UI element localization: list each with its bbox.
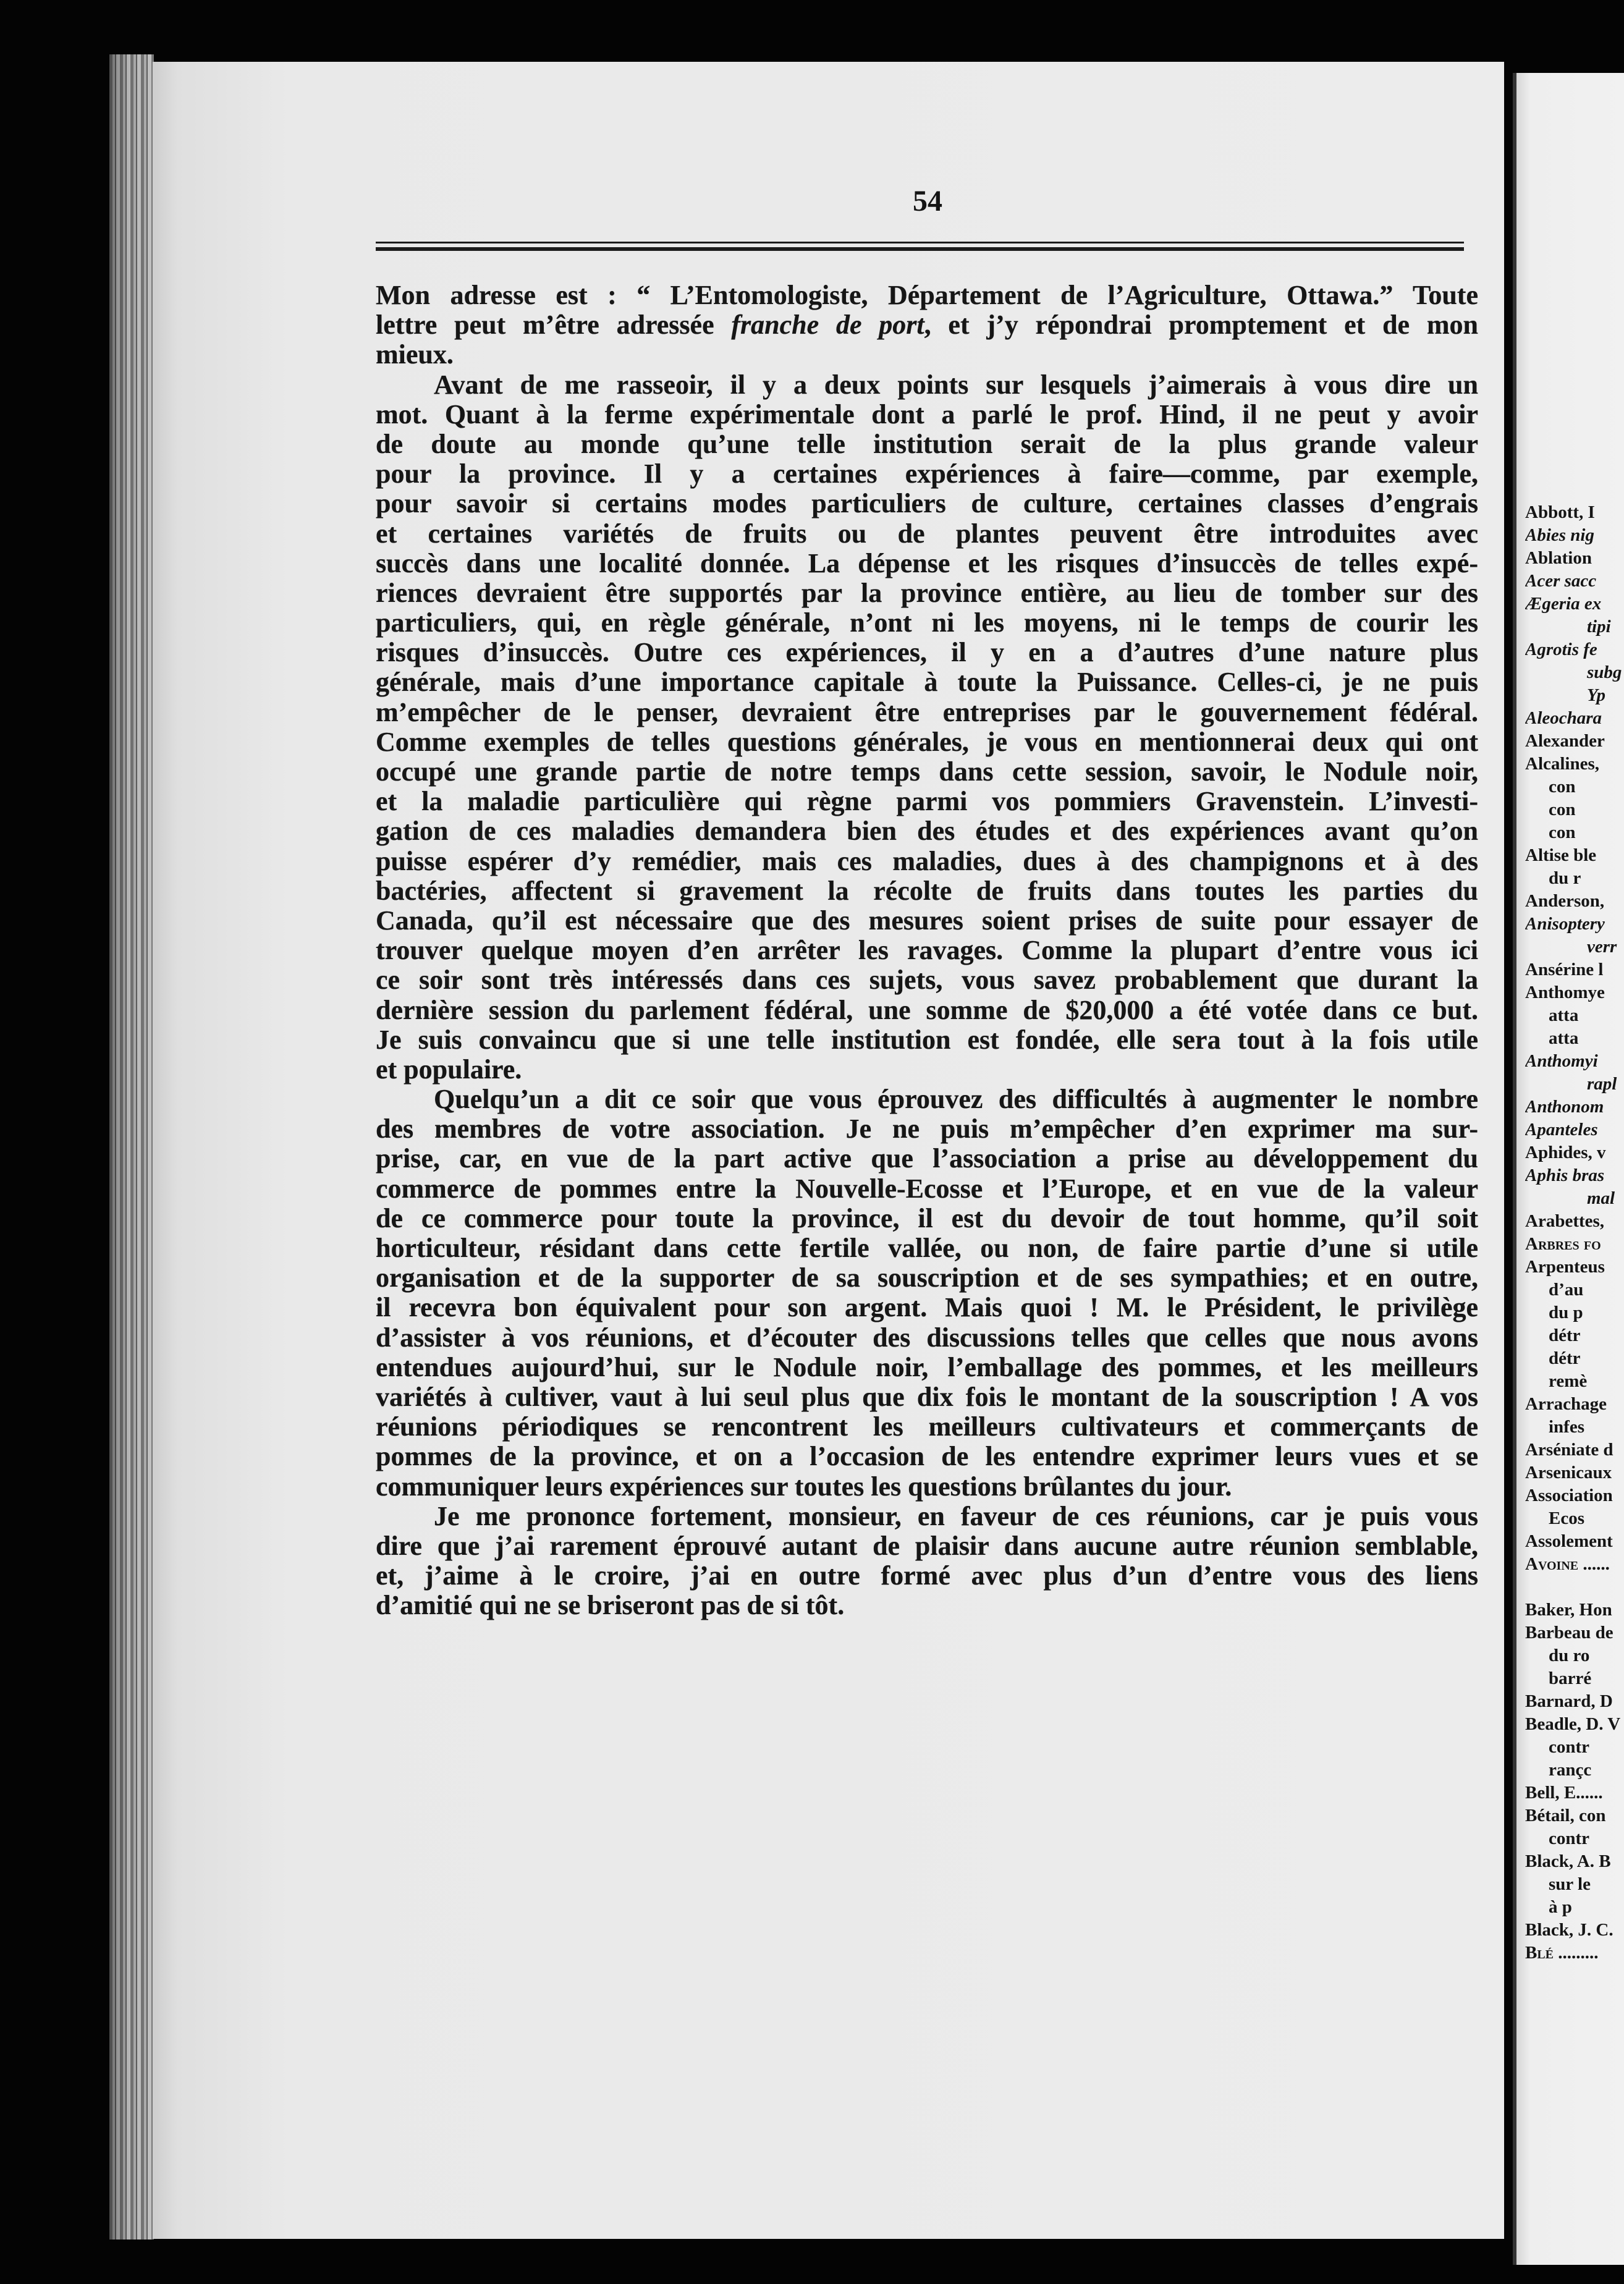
index-subentry: atta bbox=[1549, 1028, 1579, 1048]
index-subentry: d’au bbox=[1549, 1280, 1584, 1300]
index-entry: Ablation bbox=[1525, 548, 1592, 568]
index-entry: Agrotis fe bbox=[1525, 640, 1597, 659]
index-entry: Aleochara bbox=[1525, 708, 1602, 728]
index-entry: Arrachage bbox=[1525, 1394, 1607, 1414]
index-entry: Abies nig bbox=[1525, 525, 1594, 545]
index-subentry: rançc bbox=[1549, 1760, 1592, 1780]
index-subentry: tipi bbox=[1587, 617, 1611, 637]
text-line: des membres de votre association. Je ne puis m’empêcher d’en exprimer ma sur- bbox=[376, 1114, 1478, 1144]
index-subentry: sur le bbox=[1549, 1874, 1591, 1894]
index-subentry: du p bbox=[1549, 1303, 1583, 1322]
text-line: Je me prononce fortement, monsieur, en faveur de ces réunions, car je puis vous bbox=[434, 1501, 1478, 1531]
index-section bbox=[1525, 501, 1624, 1576]
text-line: pour savoir si certains modes particuliers de culture, certaines classes d’engrais bbox=[376, 489, 1478, 519]
text-line: et certaines variétés de fruits ou de plantes peuvent être introduites avec bbox=[376, 518, 1478, 549]
index-subentry: Yp bbox=[1587, 685, 1606, 705]
index-entry: Arabettes, bbox=[1525, 1211, 1605, 1231]
body-text bbox=[376, 281, 1478, 1620]
text-line: riences devraient être supportés par la province entière, au lieu de tomber sur des bbox=[376, 578, 1478, 608]
index-entry: Arséniate d bbox=[1525, 1440, 1613, 1460]
index-entry: Ansérine l bbox=[1525, 960, 1604, 979]
index-subentry: con bbox=[1549, 777, 1576, 797]
index-subentry: infes bbox=[1549, 1417, 1584, 1437]
index-subentry: remè bbox=[1549, 1371, 1588, 1391]
index-subentry: détr bbox=[1549, 1348, 1581, 1368]
index-subentry: con bbox=[1549, 823, 1576, 842]
text-line: horticulteur, résidant dans cette fertile vallée, ou non, de faire partie d’une si utile bbox=[376, 1233, 1478, 1263]
index-entry: Alexander bbox=[1525, 731, 1605, 751]
index-entry: Anthomyi bbox=[1525, 1051, 1598, 1071]
index-subentry: du r bbox=[1549, 868, 1581, 888]
index-subentry: contr bbox=[1549, 1829, 1590, 1848]
page-number: 54 bbox=[913, 185, 942, 218]
text-line: puisse espérer d’y remédier, mais ces maladies, dues à des champignons et à des bbox=[376, 846, 1478, 876]
index-entry: Alcalines, bbox=[1525, 754, 1600, 774]
index-subentry: atta bbox=[1549, 1005, 1579, 1025]
text-line: particuliers, qui, en règle générale, n’ont ni les moyens, ni le temps de courir les bbox=[376, 608, 1478, 638]
index-entry: Barbeau de bbox=[1525, 1623, 1613, 1643]
index-subentry: mal bbox=[1587, 1188, 1615, 1208]
page-edges bbox=[109, 54, 154, 2240]
facing-page bbox=[1513, 73, 1624, 2265]
paragraph bbox=[376, 1502, 1478, 1621]
text-segment: lettre peut m’être adressée bbox=[376, 310, 732, 340]
index-entry: Altise ble bbox=[1525, 845, 1597, 865]
text-line: Mon adresse est : “ L’Entomologiste, Département de l’Agriculture, Ottawa.” Toute bbox=[376, 281, 1478, 310]
index-subentry: détr bbox=[1549, 1326, 1581, 1345]
text-line: dire que j’ai rarement éprouvé autant de plaisir dans aucune autre réunion semblable, bbox=[376, 1531, 1478, 1561]
text-line: bactéries, affectent si gravement la récolte de fruits dans toutes les parties du bbox=[376, 876, 1478, 906]
index-entry: Baker, Hon bbox=[1525, 1600, 1612, 1620]
index-subentry: subg bbox=[1587, 662, 1622, 682]
text-line: entendues aujourd’hui, sur le Nodule noir, l’emballage des pommes, et les meilleurs bbox=[376, 1352, 1478, 1382]
text-line: commerce de pommes entre la Nouvelle-Ecosse et l’Europe, et en vue de la valeur bbox=[376, 1174, 1478, 1204]
index-entry: Aphis bras bbox=[1525, 1165, 1605, 1185]
index-entry: Arsenicaux bbox=[1525, 1463, 1612, 1482]
index-subentry: verr bbox=[1587, 937, 1617, 957]
index-entry: Arbres fo bbox=[1525, 1234, 1601, 1254]
text-line: mieux. bbox=[376, 340, 454, 370]
index-entry: Black, J. C. bbox=[1525, 1920, 1613, 1940]
index-entry: Black, A. B bbox=[1525, 1851, 1611, 1871]
paragraph bbox=[376, 1085, 1478, 1502]
index-section bbox=[1525, 1599, 1624, 1965]
index-entry: Barnard, D bbox=[1525, 1691, 1613, 1711]
text-line: mot. Quant à la ferme expérimentale dont a parlé le prof. Hind, il ne peut y avoir bbox=[376, 399, 1478, 429]
header-rule-thick bbox=[376, 247, 1464, 251]
index-entry: Anderson, bbox=[1525, 891, 1605, 911]
text-line: réunions périodiques se rencontrent les meilleurs cultivateurs et commerçants de bbox=[376, 1412, 1478, 1442]
index-entry: Bell, E...... bbox=[1525, 1783, 1603, 1803]
header-rule-thin bbox=[376, 242, 1464, 243]
index-entry: Anthonom bbox=[1525, 1097, 1604, 1117]
index-entry: Assolement bbox=[1525, 1531, 1613, 1551]
index-entry: Beadle, D. V bbox=[1525, 1714, 1621, 1734]
paragraph bbox=[376, 281, 1478, 370]
text-line: ce soir sont très intéressés dans ces sujets, vous savez probablement que durant la bbox=[376, 965, 1478, 996]
text-line: prise, car, en vue de la part active que l’association a prise au développement du bbox=[376, 1144, 1478, 1174]
text-line: m’empêcher de le penser, devraient être entreprises par le gouvernement fédéral. bbox=[376, 697, 1478, 727]
text-line: pour la province. Il y a certaines expériences à faire—comme, par exemple, bbox=[376, 459, 1478, 489]
index-entry: Avoine ...... bbox=[1525, 1554, 1610, 1574]
text-line: Quelqu’un a dit ce soir que vous éprouvez des difficultés à augmenter le nombre bbox=[434, 1085, 1478, 1115]
index-entry: Bétail, con bbox=[1525, 1806, 1606, 1825]
text-line: gation de ces maladies demandera bien des études et des expériences avant qu’on bbox=[376, 816, 1478, 847]
index-subentry: con bbox=[1549, 800, 1576, 819]
text-line: Avant de me rasseoir, il y a deux points sur lesquels j’aimerais à vous dire un bbox=[434, 370, 1478, 400]
index-subentry: contr bbox=[1549, 1737, 1590, 1757]
text-line: risques d’insuccès. Outre ces expériences, il y en a d’autres d’une nature plus bbox=[376, 638, 1478, 668]
text-line: occupé une grande partie de notre temps dans cette session, savoir, le Nodule noir, bbox=[376, 757, 1478, 787]
text-line: trouver quelque moyen d’en arrêter les ravages. Comme la plupart d’entre vous ici bbox=[376, 936, 1478, 966]
text-line: il recevra bon équivalent pour son argent. Mais quoi ! M. le Président, le privilège bbox=[376, 1293, 1478, 1323]
index-subentry: du ro bbox=[1549, 1646, 1590, 1665]
paragraph bbox=[376, 370, 1478, 1085]
index-entry: Association bbox=[1525, 1486, 1613, 1505]
text-segment: , et j’y répondrai promptement et de mon bbox=[924, 310, 1478, 340]
text-line: et, j’aime à le croire, j’ai en outre formé avec plus d’un d’entre vous des liens bbox=[376, 1561, 1478, 1591]
index-subentry: Ecos bbox=[1549, 1508, 1584, 1528]
text-line: communiquer leurs expériences sur toutes les questions brûlantes du jour. bbox=[376, 1471, 1232, 1502]
index-entry: Blé ......... bbox=[1525, 1943, 1599, 1963]
text-line: Je suis convaincu que si une telle institution est fondée, elle sera tout à la fois utile bbox=[376, 1025, 1478, 1055]
text-line: générale, mais d’une importance capitale à toute la Puissance. Celles-ci, je ne puis bbox=[376, 667, 1478, 698]
text-line: pommes de la province, et on a l’occasion de les entendre exprimer leurs vues et se bbox=[376, 1442, 1478, 1472]
text-line: Comme exemples de telles questions générales, je vous en mentionnerai deux qui ont bbox=[376, 727, 1478, 757]
text-line: organisation et de la supporter de sa souscription et de ses sympathies; et en outre, bbox=[376, 1263, 1478, 1293]
text-line: de ce commerce pour toute la province, il est du devoir de tout homme, qu’il soit bbox=[376, 1203, 1478, 1233]
text-line: Canada, qu’il est nécessaire que des mesures soient prises de suite pour essayer de bbox=[376, 905, 1478, 936]
index-subentry: à p bbox=[1549, 1897, 1572, 1917]
index-entry: Ægeria ex bbox=[1525, 594, 1602, 614]
index-entry: Anthomye bbox=[1525, 983, 1605, 1002]
text-line: variétés à cultiver, vaut à lui seul plus que dix fois le montant de la souscription ! A vos bbox=[376, 1382, 1478, 1412]
index-entry: Abbott, I bbox=[1525, 502, 1595, 522]
left-page bbox=[153, 62, 1504, 2239]
index-entry: Apanteles bbox=[1525, 1120, 1598, 1140]
text-line: succès dans une localité donnée. La dépense et les risques d’insuccès de telles expé- bbox=[376, 548, 1478, 578]
text-line: d’amitié qui ne se briseront pas de si tôt. bbox=[376, 1591, 845, 1621]
index-column bbox=[1525, 501, 1624, 1965]
index-subentry: rapl bbox=[1587, 1074, 1617, 1094]
index-entry: Anisoptery bbox=[1525, 914, 1605, 934]
text-line: dernière session du parlement fédéral, une somme de $20,000 a été votée dans ce but. bbox=[376, 995, 1478, 1025]
italic-phrase: franche de port bbox=[731, 310, 924, 340]
index-subentry: barré bbox=[1549, 1669, 1592, 1688]
index-entry: Arpenteus bbox=[1525, 1257, 1605, 1277]
text-line: d’assister à vos réunions, et d’écouter des discussions telles que celles que nous avons bbox=[376, 1322, 1478, 1353]
text-line: de doute au monde qu’une telle institution serait de la plus grande valeur bbox=[376, 429, 1478, 459]
index-entry: Aphides, v bbox=[1525, 1143, 1606, 1162]
index-entry: Acer sacc bbox=[1525, 571, 1597, 591]
text-line: et populaire. bbox=[376, 1054, 522, 1085]
text-line: et la maladie particulière qui règne parmi vos pommiers Gravenstein. L’investi- bbox=[376, 787, 1478, 817]
text-line bbox=[376, 310, 1478, 340]
